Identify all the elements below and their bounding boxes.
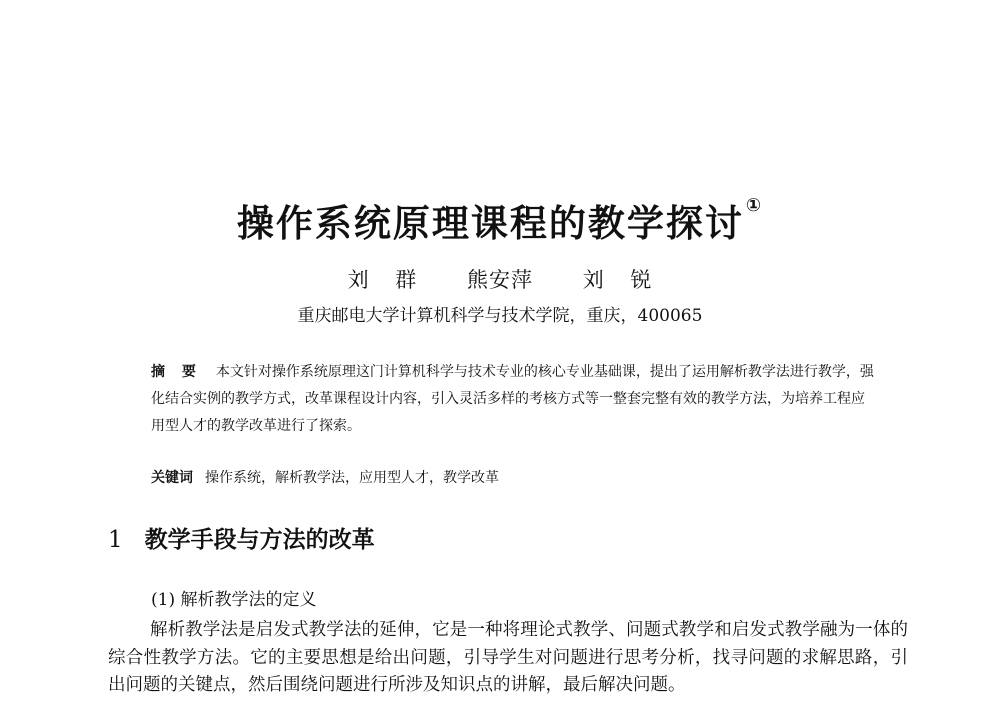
keywords-label: 关键词 [151,470,193,486]
subsection-heading: (1) 解析教学法的定义 [151,590,317,610]
affiliation: 重庆邮电大学计算机科学与技术学院，重庆，400065 [297,306,703,326]
section-heading [108,521,375,554]
title-text: 操作系统原理课程的教学探讨 [236,202,744,245]
author-list [0,264,1000,294]
author-1: 刘 群 [347,268,418,292]
section-number: 1 [108,527,123,553]
paper-title [0,193,1000,247]
abstract [151,359,877,440]
section-title: 教学手段与方法的改革 [144,527,375,553]
abstract-label: 摘 要 [151,364,202,380]
author-3: 刘 锐 [582,268,653,292]
abstract-text: 本文针对操作系统原理这门计算机科学与技术专业的核心专业基础课，提出了运用解析教学法进行教学，强化结合实例的教学方式，改革课程设计内容，引入灵活多样的考核方式等一整套完整有效的教学方法，为培养工程应用型人才的教学改革进行了探索。 [151,364,874,434]
author-2: 熊安萍 [467,268,533,292]
keywords-text: 操作系统，解析教学法，应用型人才，教学改革 [205,470,499,486]
title-footnote-mark: ① [745,195,764,216]
keywords [151,467,877,487]
body-paragraph: 解析教学法是启发式教学法的延伸，它是一种将理论式教学、问题式教学和启发式教学融为一体的综合性教学方法。它的主要思想是给出问题，引导学生对问题进行思考分析，找寻问题的求解思路，引出问题的关键点，然后围绕问题进行所涉及知识点的讲解，最后解决问题。 [108,620,908,695]
